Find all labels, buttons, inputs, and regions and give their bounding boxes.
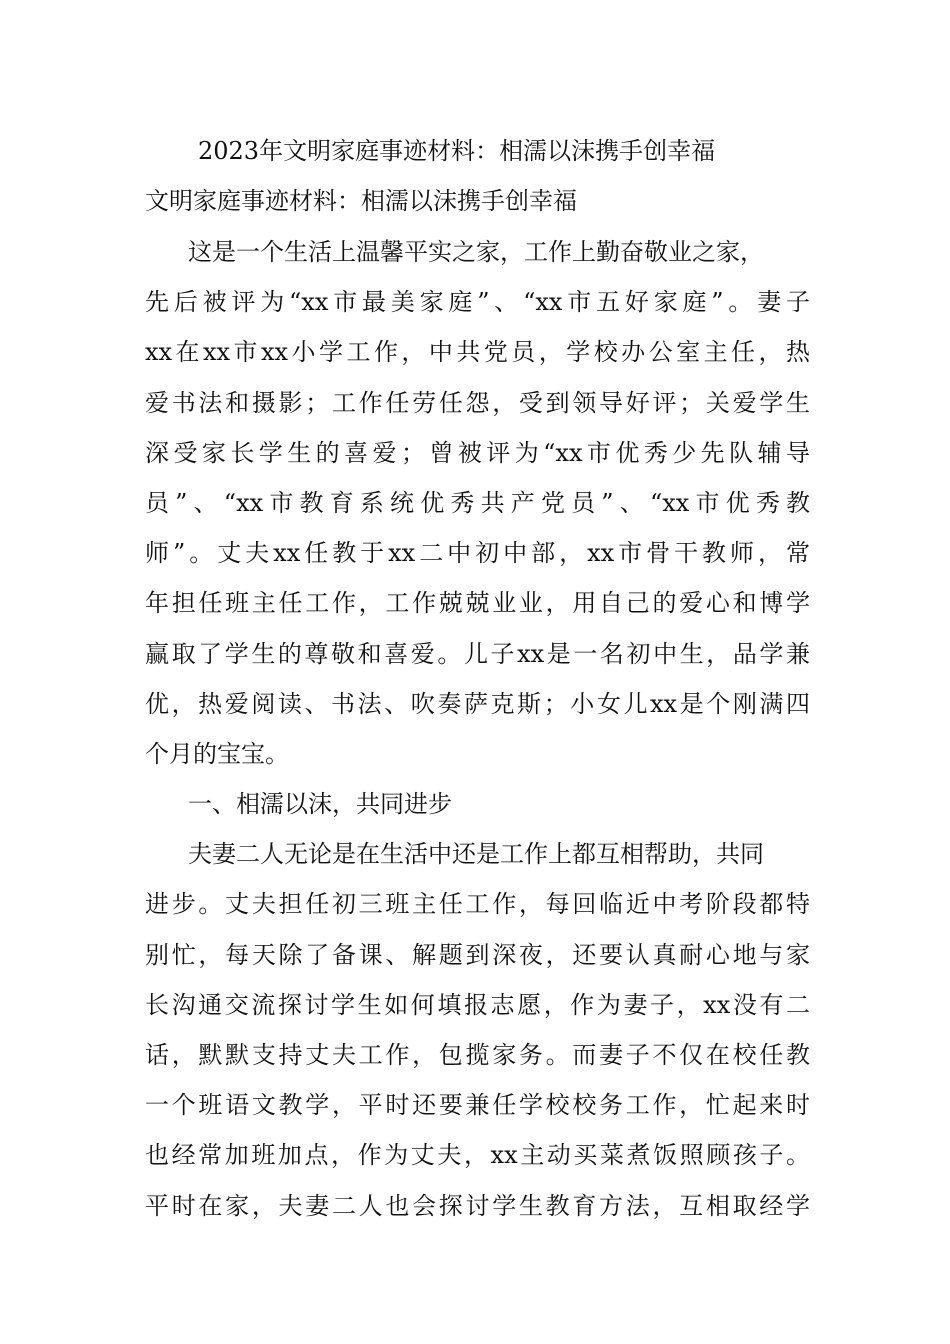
paragraph-line: 年担任班主任工作，工作兢兢业业，用自己的爱心和博学: [145, 589, 810, 618]
paragraph-line: 平时在家，夫妻二人也会探讨学生教育方法，互相取经学: [145, 1191, 810, 1220]
document-title: 2023年文明家庭事迹材料：相濡以沫携手创幸福: [198, 137, 716, 165]
paragraph-line: 长沟通交流探讨学生如何填报志愿，作为妻子，xx没有二: [145, 990, 810, 1019]
body-text: [145, 234, 810, 1238]
section-heading: 一、相濡以沫，共同进步: [188, 790, 452, 819]
paragraph-line: 别忙，每天除了备课、解题到深夜，还要认真耐心地与家: [145, 940, 810, 969]
paragraph-line: xx在xx市xx小学工作，中共党员，学校办公室主任，热: [145, 338, 810, 367]
paragraph-line: 员”、“xx市教育系统优秀共产党员”、“xx市优秀教: [145, 488, 810, 517]
paragraph-line: 也经常加班加点，作为丈夫，xx主动买菜煮饭照顾孩子。: [145, 1141, 810, 1170]
paragraph-line: 师”。丈夫xx任教于xx二中初中部，xx市骨干教师，常: [145, 539, 810, 568]
paragraph-line: 个月的宝宝。: [145, 739, 289, 768]
paragraph-line: 赢取了学生的尊敬和喜爱。儿子xx是一名初中生，品学兼: [145, 639, 810, 668]
paragraph-line: 进步。丈夫担任初三班主任工作，每回临近中考阶段都特: [145, 890, 810, 919]
paragraph-line: 深受家长学生的喜爱；曾被评为“xx市优秀少先队辅导: [145, 438, 810, 467]
paragraph-line: 一个班语文教学，平时还要兼任学校校务工作，忙起来时: [145, 1091, 810, 1120]
paragraph-line: 先后被评为“xx市最美家庭”、“xx市五好家庭”。妻子: [145, 288, 810, 317]
paragraph-line: 爱书法和摄影；工作任劳任怨，受到领导好评；关爱学生: [145, 388, 810, 417]
paragraph-line: 优，热爱阅读、书法、吹奏萨克斯；小女儿xx是个刚满四: [145, 689, 810, 718]
paragraph-line: 这是一个生活上温馨平实之家，工作上勤奋敬业之家，: [188, 238, 764, 266]
paragraph-line: 夫妻二人无论是在生活中还是工作上都互相帮助，共同: [188, 840, 764, 869]
document-subtitle: 文明家庭事迹材料：相濡以沫携手创幸福: [145, 187, 577, 215]
paragraph-line: 话，默默支持丈夫工作，包揽家务。而妻子不仅在校任教: [145, 1041, 810, 1069]
